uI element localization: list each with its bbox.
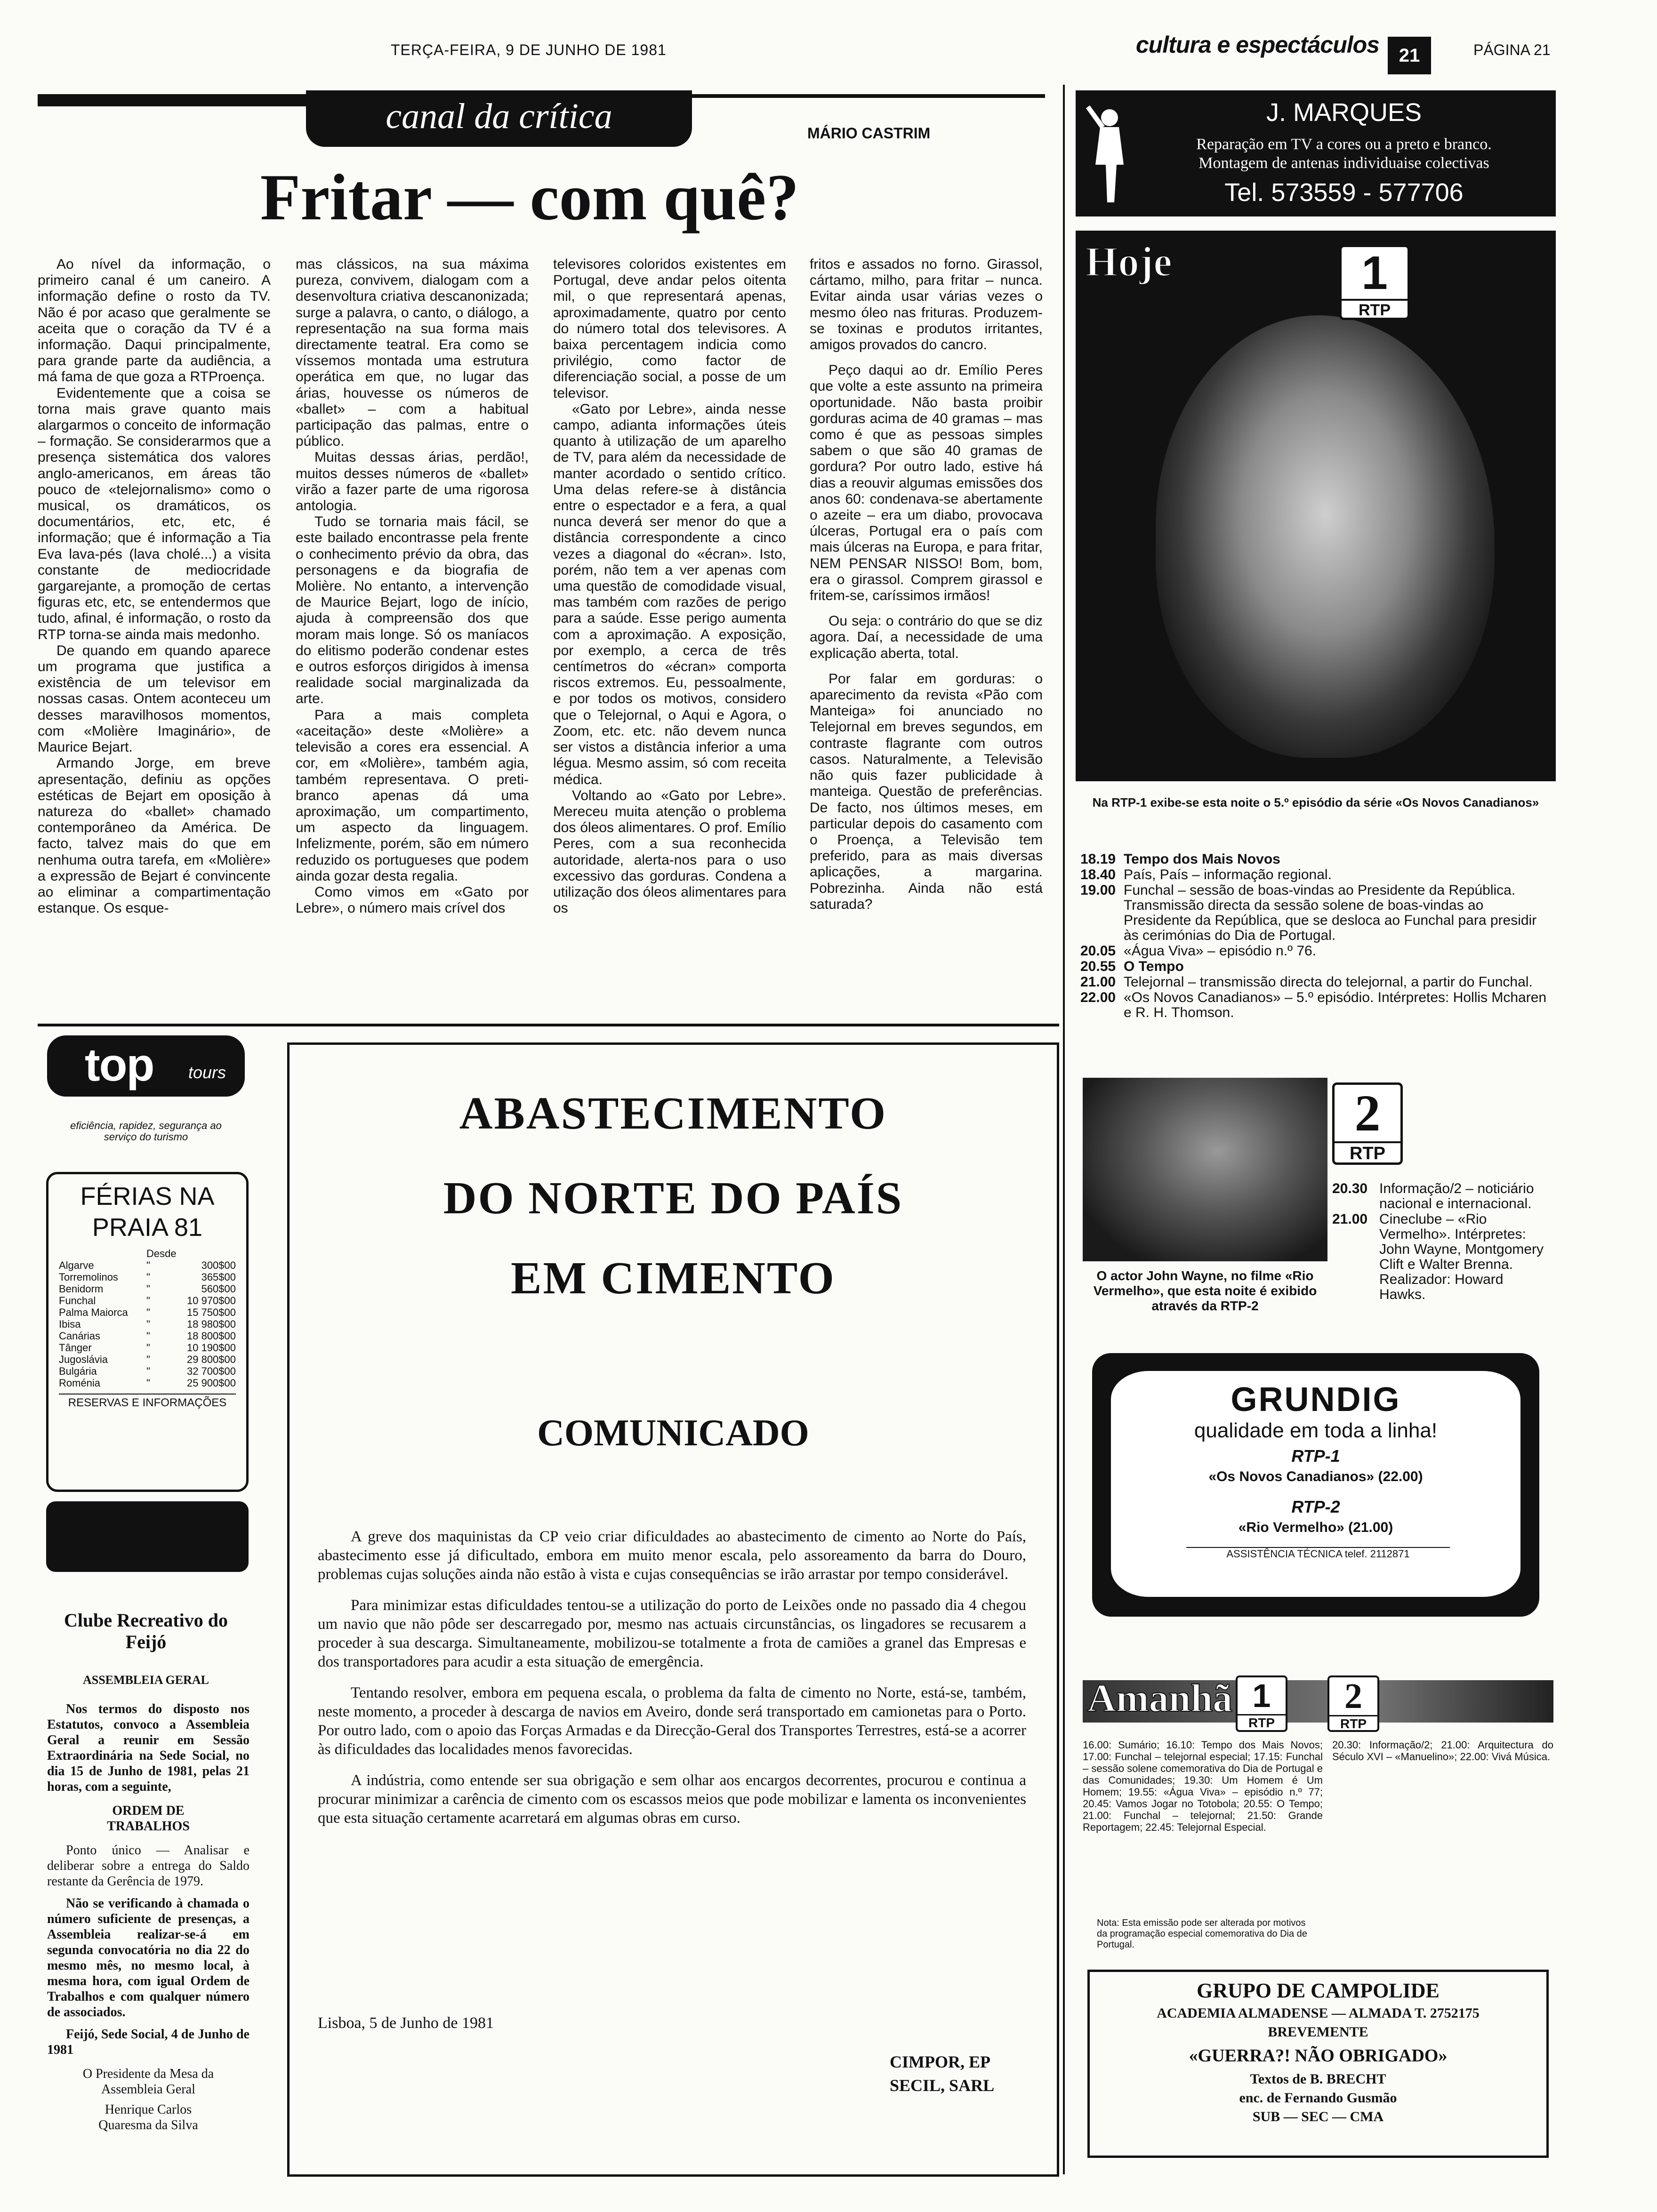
tours-destination: Canárias — [59, 1330, 101, 1342]
top-tours-slogan: eficiência, rapidez, segurança ao serviço do turismo — [70, 1120, 222, 1143]
clube-sign1: O Presidente da Mesa da Assembleia Geral — [82, 2067, 214, 2097]
header-rule-right — [692, 94, 1045, 98]
cimento-body — [318, 1527, 1026, 1840]
article-paragraph: De quando em quando aparece um programa que justifica a existência de um televisor em nossas casas. Ontem aconteceu um desses maravilhosos momentos, com «Molière Imaginário», de Maurice Bejart. — [38, 642, 271, 755]
clube-subtitle: ASSEMBLEIA GERAL — [82, 1673, 209, 1687]
article-column-4 — [810, 256, 1043, 913]
cimento-title-2: DO NORTE DO PAÍS — [443, 1173, 903, 1224]
tours-ditto: " — [146, 1354, 150, 1365]
cimento-p1: A greve dos maquinistas da CP veio criar dificuldades ao abastecimento de cimento ao Norte do País, abastecimento esse já dificultado, embora em muito menor escala, pelo assoreamento da barra do Douro, problemas cujas soluções ainda não estão à vista e cujas consequências se irão arrastar por tempo considerável. — [318, 1528, 1026, 1583]
top-tours-logo — [47, 1035, 245, 1097]
article-paragraph: Evidentemente que a coisa se torna mais grave quanto mais alargarmos o conceito de informação – formação. Se considerarmos que a presença sistemática dos valores anglo-americanos, em áreas tão pouco de «telejornalismo» como o musical, os dramáticos, os documentários, etc, etc, é informação; que é informação a Tia Eva lava-pés (lava cholé...) a visita constante de mediocridade gargarejante, a promoção de certas figuras etc, etc, se entendermos que tudo, afinal, é informação, o rosto da RTP torna-se ainda mais medonho. — [38, 385, 271, 642]
article-column-1 — [38, 256, 271, 916]
tours-ditto: " — [146, 1306, 150, 1318]
tours-price: 365$00 — [201, 1271, 236, 1283]
clube-p4: Feijó, Sede Social, 4 de Junho de 1981 — [47, 2027, 249, 2057]
amanha-rtp1-logo — [1236, 1675, 1287, 1732]
tours-destination: Torremolinos — [59, 1271, 118, 1283]
top-tours-title: FÉRIAS NA PRAIA 81 — [80, 1182, 215, 1242]
campolide-line5: SUB — SEC — CMA — [1252, 2109, 1384, 2124]
section-number-badge: 21 — [1388, 37, 1431, 74]
top-tours-logo-text: top — [85, 1039, 154, 1090]
tours-ditto: " — [146, 1259, 150, 1271]
tours-row — [59, 1318, 236, 1330]
top-tours-box — [46, 1172, 249, 1492]
grundig-rtp2-show: «Rio Vermelho» (21.00) — [1238, 1520, 1393, 1535]
section-title: cultura e espectáculos — [1135, 32, 1379, 58]
article-paragraph: Para a mais completa «aceitação» deste «Molière» a televisão a cores era essencial. A cor, em «Molière», também agia, também representava. O preti-branco apenas dá uma aproximação, um compartimento, um aspecto da linguagem. Infelizmente, porém, são em número reduzido os portugueses que podem ainda gozar desta regalia. — [296, 707, 529, 884]
tours-ditto: " — [146, 1342, 150, 1354]
cimento-p2: Para minimizar estas dificuldades tentou-se a utilização do porto de Leixões onde no passado dia 4 chegou um navio que não pôde ser descarregado por, mesmo nas actuais circunstâncias, os lingadores se recusarem a proceder à sua descarga. Simultaneamente, mobilizou-se totalmente a frota de camiões a granel das Empresas e dos transportadores para acudir a esta situação de emergência. — [318, 1597, 1026, 1670]
grundig-rtp1: RTP-1 — [1291, 1446, 1340, 1466]
amanha-title: Amanhã — [1087, 1676, 1233, 1720]
tours-row — [59, 1283, 236, 1295]
grundig-tagline: qualidade em toda a linha! — [1194, 1419, 1438, 1442]
article-paragraph: Como vimos em «Gato por Lebre», o número mais crível dos — [296, 884, 529, 916]
hoje-caption: Na RTP-1 exibe-se esta noite o 5.º episódio da série «Os Novos Canadianos» — [1092, 795, 1539, 809]
schedule-row: 22.00 «Os Novos Canadianos» – 5.º episódio. Intérpretes: Hollis Mcharen e R. H. Thomson. — [1080, 990, 1547, 1020]
tours-destination: Ibisa — [59, 1318, 81, 1330]
amanha-rtp1-text: 16.00: Sumário; 16.10: Tempo dos Mais Novos; 17.00: Funchal – telejornal especial; 17.15: Funchal – sessão solene comemorativa do Dia de Portugal e das Comunidades; 19.30: Um Homem é Um Homem; 19.55: «Água Viva» – episódio n.º 77; 20.45: Vamos Jogar no Totobola; 20.55: O Tempo; 21.00: Funchal – telejornal; 21.50: Grande Reportagem; 22.45: Telejornal Especial. — [1083, 1739, 1323, 1833]
page-date: TERÇA-FEIRA, 9 DE JUNHO DE 1981 — [391, 41, 667, 58]
tours-ditto: " — [146, 1330, 150, 1342]
rtp1-logo — [1339, 245, 1410, 320]
clube-p1: Nos termos do disposto nos Estatutos, convoco a Assembleia Geral a reunir em Sessão Extraordinária na Sede Social, no dia 15 de Junho de 1981, pelas 21 horas, com a seguinte, — [47, 1702, 249, 1794]
amanha-rtp2-label: RTP — [1329, 1715, 1377, 1731]
amanha-rtp2-text: 20.30: Informação/2; 21.00: Arquitectura do Século XVI – «Manuelino»; 22.00: Vivá Música. — [1332, 1739, 1553, 1763]
schedule-row: 21.00 Telejornal – transmissão directa do telejornal, a partir do Funchal. — [1080, 974, 1533, 990]
tours-destination: Algarve — [59, 1259, 94, 1271]
tours-price: 25 900$00 — [187, 1377, 236, 1389]
tours-row — [59, 1365, 236, 1377]
rtp1-schedule — [1080, 852, 1551, 1021]
tours-price: 15 750$00 — [187, 1306, 236, 1318]
author: MÁRIO CASTRIM — [807, 125, 931, 142]
amanha-rtp2-number: 2 — [1344, 1676, 1362, 1716]
tours-destination: Roménia — [59, 1377, 101, 1389]
grundig-brand: GRUNDIG — [1231, 1381, 1401, 1419]
jmarques-name: J. MARQUES — [1266, 98, 1422, 127]
article-paragraph: Peço daqui ao dr. Emílio Peres que volte a este assunto na primeira oportunidade. Não basta proibir gorduras acima de 40 gramas – mas como é que as pessoas simples sabem o que são 40 gramas de gordura? Por outro lado, estive há dias a reouvir algumas emissões dos anos 60: condenava-se abertamente o azeite – era um diabo, provocava úlceras, Portugal era o país com mais úlceras na Europa, e para fritar, NEM PENSAR NISSO! Bom, bom, era o girassol. Comprem girassol e fritem-se, caríssimos irmãos! — [810, 362, 1043, 604]
rtp1-logo-label: RTP — [1342, 299, 1408, 320]
top-tours-black-box — [46, 1501, 249, 1572]
tv-screen — [1111, 1371, 1520, 1597]
top-tours-logo-small: tours — [188, 1063, 226, 1082]
rtp2-schedule — [1332, 1181, 1553, 1303]
rtp1-logo-number: 1 — [1361, 247, 1388, 299]
tours-price: 32 700$00 — [187, 1365, 236, 1377]
repairman-icon — [1081, 99, 1138, 207]
clube-sign2: Henrique Carlos Quaresma da Silva — [98, 2102, 198, 2132]
grundig-rtp2: RTP-2 — [1291, 1497, 1340, 1516]
article-paragraph: fritos e assados no forno. Girassol, cártamo, milho, para fritar – nunca. Evitar ainda usar várias vezes o mesmo óleo nas frituras. Produzem-se toxinas e produtos irritantes, amigos provados do cancro. — [810, 256, 1043, 353]
clube-p2: Ponto único — Analisar e deliberar sobre a entrega do Saldo restante da Gerência de 1979. — [47, 1843, 249, 1889]
tours-price: 18 800$00 — [187, 1330, 236, 1342]
tours-row — [59, 1295, 236, 1306]
article-paragraph: Ao nível da informação, o primeiro canal é um caneiro. A informação define o rosto da TV. Não é por acaso que geralmente se aceita que o coração da TV é a informação. Daqui principalmente, para grande parte da audiência, a má fama de que goza a RTProença. — [38, 256, 271, 385]
tours-price: 560$00 — [201, 1283, 236, 1295]
tours-destination: Jugoslávia — [59, 1354, 108, 1365]
mid-rule — [38, 1024, 1059, 1026]
schedule-row: 19.00 Funchal – sessão de boas-vindas ao Presidente da República. Transmissão directa da sessão solene de boas-vindas ao Presidente da República, que se desloca ao Funchal para presidir às cerimónias do Dia de Portugal. — [1080, 882, 1537, 943]
tours-ditto: " — [146, 1295, 150, 1306]
amanha-rtp2-logo — [1327, 1675, 1379, 1732]
hoje-title: Hoje — [1085, 239, 1172, 285]
column-banner-text: canal da crítica — [386, 96, 612, 136]
rtp2-logo-number: 2 — [1354, 1084, 1381, 1142]
cimento-p3: Tentando resolver, embora em pequena escala, o problema da falta de cimento no Norte, está-se, também, neste momento, a proceder à descarga de navios em Aveiro, donde será transportado em camionetas para o Porto. Por outro lado, com o apoio das Forças Armadas e da Direcção-Geral dos Transportes Terrestres, está-se a acorrer às dificuldades das localidades menos favorecidas. — [318, 1684, 1026, 1758]
article-paragraph: Voltando ao «Gato por Lebre». Mereceu muita atenção o problema dos óleos alimentares. O prof. Emílio Peres, com a sua reconhecida autoridade, alerta-nos para o uso excessivo das gorduras. Condena a utilização dos óleos alimentares para os — [553, 787, 786, 916]
article-paragraph: Por falar em gorduras: o aparecimento da revista «Pão com Manteiga» foi anunciado no Telejornal em breves segundos, em contraste flagrante com outros casos. Naturalmente, a Televisão não quis fazer publicidade à manteiga. Questão de preferências. De facto, nos últimos meses, em particular depois do casamento com o Proença, a Televisão tem preferido, para as mais diversas aplicações, a margarina. Pobrezinha. Ainda não está saturada? — [810, 671, 1043, 912]
tours-row — [59, 1377, 236, 1389]
amanha-note: Nota: Esta emissão pode ser alterada por motivos da programação especial comemorativa do Dia de Portugal. — [1097, 1918, 1307, 1950]
jmarques-phone: Tel. 573559 - 577706 — [1224, 178, 1464, 207]
cimento-title-3: EM CIMENTO — [511, 1253, 836, 1304]
campolide-play: «GUERRA?! NÃO OBRIGADO» — [1189, 2046, 1448, 2066]
jmarques-line1: Reparação em TV a cores ou a preto e branco. — [1196, 136, 1492, 153]
schedule-row: 20.55 O Tempo — [1080, 959, 1184, 974]
grundig-tv-ad — [1092, 1353, 1539, 1617]
article-paragraph: Armando Jorge, em breve apresentação, definiu as opções estéticas de Bejart em oposição à natureza do «ballet» chamado contemporâneo da América. De facto, talvez mais do que em nenhuma outra tarefa, em «Molière» a expressão de Bejart é convincente ao eliminar a compartimentação estanque. Os esque- — [38, 755, 271, 916]
clube-ordem: ORDEM DE TRABALHOS — [107, 1803, 190, 1834]
tours-ditto: " — [146, 1283, 150, 1295]
actress-photo — [1156, 315, 1495, 758]
clube-p3: Não se verificando à chamada o número suficiente de presenças, a Assembleia realizar-se-á em segunda convocatória no dia 22 do mesmo mês, no mesmo local, à mesma hora, com igual Ordem de Trabalhos e com qualquer número de associados. — [47, 1896, 249, 2020]
cimento-title-1: ABASTECIMENTO — [459, 1088, 887, 1139]
tours-ditto: " — [146, 1377, 150, 1389]
rtp2-logo — [1332, 1082, 1403, 1165]
cimento-date: Lisboa, 5 de Junho de 1981 — [318, 2014, 494, 2032]
cimento-sig2: SECIL, SARL — [890, 2076, 995, 2095]
rtp2-logo-label: RTP — [1335, 1141, 1400, 1164]
tours-row — [59, 1330, 236, 1342]
schedule-row: 18.40 País, País – informação regional. — [1080, 867, 1332, 882]
right-column-divider — [1063, 85, 1065, 2174]
schedule-row: 20.30 Informação/2 – noticiário nacional e internacional. — [1332, 1181, 1534, 1211]
article-paragraph: Muitas dessas árias, perdão!, muitos desses números de «ballet» virão a fazer parte de uma rigorosa antologia. — [296, 449, 529, 514]
jmarques-line2: Montagem de antenas individuaise colectivas — [1199, 154, 1489, 172]
rtp2-caption: O actor John Wayne, no filme «Rio Vermelho», que esta noite é exibido através da RTP-2 — [1093, 1268, 1317, 1313]
top-tours-footer: RESERVAS E INFORMAÇÕES — [59, 1394, 236, 1410]
clube-title: Clube Recreativo do Feijó — [64, 1610, 228, 1652]
tours-row — [59, 1271, 236, 1283]
tours-price: 10 970$00 — [187, 1295, 236, 1306]
article-paragraph: «Gato por Lebre», ainda nesse campo, adianta informações úteis quanto à utilização de um aparelho de TV, para além da necessidade de manter acordado o sentido crítico. Uma delas refere-se à distância entre o espectador e a fera, a qual nunca deverá ser menor do que a distância correspondente a cinco vezes a diagonal do «écran». Isto, porém, não tem a ver apenas com uma questão de comodidade visual, mas também com razões de perigo para a saúde. Esse perigo aumenta com a aproximação. A exposição, por exemplo, a cerca de três centímetros do «écran» comporta riscos extremos. Eu, pessoalmente, e por todos os motivos, considero que o Telejornal, o Aqui e Agora, o Zoom, etc. etc. não devem nunca ser vistos a distância inferior a uma légua. Mesmo assim, só com receita médica. — [553, 401, 786, 787]
campolide-title: GRUPO DE CAMPOLIDE — [1197, 1979, 1440, 2002]
tours-destination: Tânger — [59, 1342, 92, 1354]
tours-row — [59, 1354, 236, 1365]
tours-price: 10 190$00 — [187, 1342, 236, 1354]
tours-price: 300$00 — [201, 1259, 236, 1271]
tours-ditto: " — [146, 1365, 150, 1377]
clube-body — [47, 1701, 249, 2133]
article-column-2 — [296, 256, 529, 916]
cimento-p4: A indústria, como entende ser sua obrigação e sem olhar aos encargos decorrentes, procurou e continua a procurar minimizar a carência de cimento com os escassos meios que pode mobilizar e lamenta os inconvenientes que esta situação certamente acarretará em algumas obras em curso. — [318, 1772, 1026, 1827]
schedule-row: 20.05 «Água Viva» – episódio n.º 76. — [1080, 943, 1317, 959]
john-wayne-photo — [1083, 1078, 1327, 1261]
cimento-comunicado: COMUNICADO — [537, 1412, 809, 1454]
tours-row — [59, 1342, 236, 1354]
schedule-row: 18.19 Tempo dos Mais Novos — [1080, 851, 1280, 867]
amanha-rtp1-label: RTP — [1238, 1714, 1286, 1731]
campolide-line3: Textos de B. BRECHT — [1250, 2071, 1386, 2087]
article-paragraph: Ou seja: o contrário do que se diz agora. Daí, a necessidade de uma explicação aberta, total. — [810, 613, 1043, 661]
tours-destination: Bulgária — [59, 1365, 97, 1377]
cimento-sig1: CIMPOR, EP — [890, 2052, 990, 2071]
column-banner — [306, 90, 692, 147]
tours-list — [59, 1259, 236, 1389]
jmarques-ad — [1076, 90, 1556, 216]
tours-destination: Funchal — [59, 1295, 96, 1306]
campolide-ad — [1087, 1970, 1549, 2158]
tours-destination: Palma Maiorca — [59, 1306, 128, 1318]
page-number: PÁGINA 21 — [1473, 41, 1551, 58]
grundig-rtp1-show: «Os Novos Canadianos» (22.00) — [1208, 1469, 1423, 1484]
hoje-photo — [1076, 231, 1556, 781]
headline: Fritar — com quê? — [260, 161, 799, 234]
grundig-assist: ASSISTÊNCIA TÉCNICA telef. 2112871 — [1186, 1547, 1450, 1560]
tours-price: 29 800$00 — [187, 1354, 236, 1365]
amanha-rtp1-number: 1 — [1252, 1677, 1271, 1714]
campolide-line2: BREVEMENTE — [1268, 2024, 1368, 2040]
tours-ditto: " — [146, 1318, 150, 1330]
article-paragraph: televisores coloridos existentes em Portugal, deve andar pelos oitenta mil, o que representará apenas, aproximadamente, quatro por cento do número total dos televisores. A baixa percentagem indicia como privilégio, como factor de diferenciação social, a posse de um televisor. — [553, 256, 786, 401]
tours-row — [59, 1306, 236, 1318]
tours-destination: Benidorm — [59, 1283, 104, 1295]
tours-header: Desde — [146, 1248, 177, 1259]
campolide-line4: enc. de Fernando Gusmão — [1239, 2090, 1397, 2106]
article-column-3 — [553, 256, 786, 916]
article-paragraph: Tudo se tornaria mais fácil, se este bailado encontrasse pela frente o conhecimento prévio da obra, das personagens e da biografia de Molière. No entanto, a intervenção de Maurice Bejart, logo de início, ajuda à compreensão dos que moram mais longe. Só os maníacos do elitismo poderão condenar estes e outros esforços dirigidos à imensa realidade social marginalizada da arte. — [296, 514, 529, 707]
tours-ditto: " — [146, 1271, 150, 1283]
tours-price: 18 980$00 — [187, 1318, 236, 1330]
campolide-line1: ACADEMIA ALMADENSE — ALMADA T. 2752175 — [1157, 2005, 1480, 2021]
cimento-ad — [287, 1042, 1059, 2177]
article-paragraph: mas clássicos, na sua máxima pureza, convivem, dialogam com a desenvoltura criativa descanonizada; surge a palavra, o canto, o diálogo, a representação na sua forma mais directamente teatral. Era como se víssemos montada uma estrutura operática em que, no lugar das árias, houvesse os números de «ballet» – com a habitual participação das palmas, entre o público. — [296, 256, 529, 449]
schedule-row: 21.00 Cineclube – «Rio Vermelho». Intérpretes: John Wayne, Montgomery Clift e Walter Brenna. Realizador: Howard Hawks. — [1332, 1211, 1544, 1302]
tours-row — [59, 1259, 236, 1271]
